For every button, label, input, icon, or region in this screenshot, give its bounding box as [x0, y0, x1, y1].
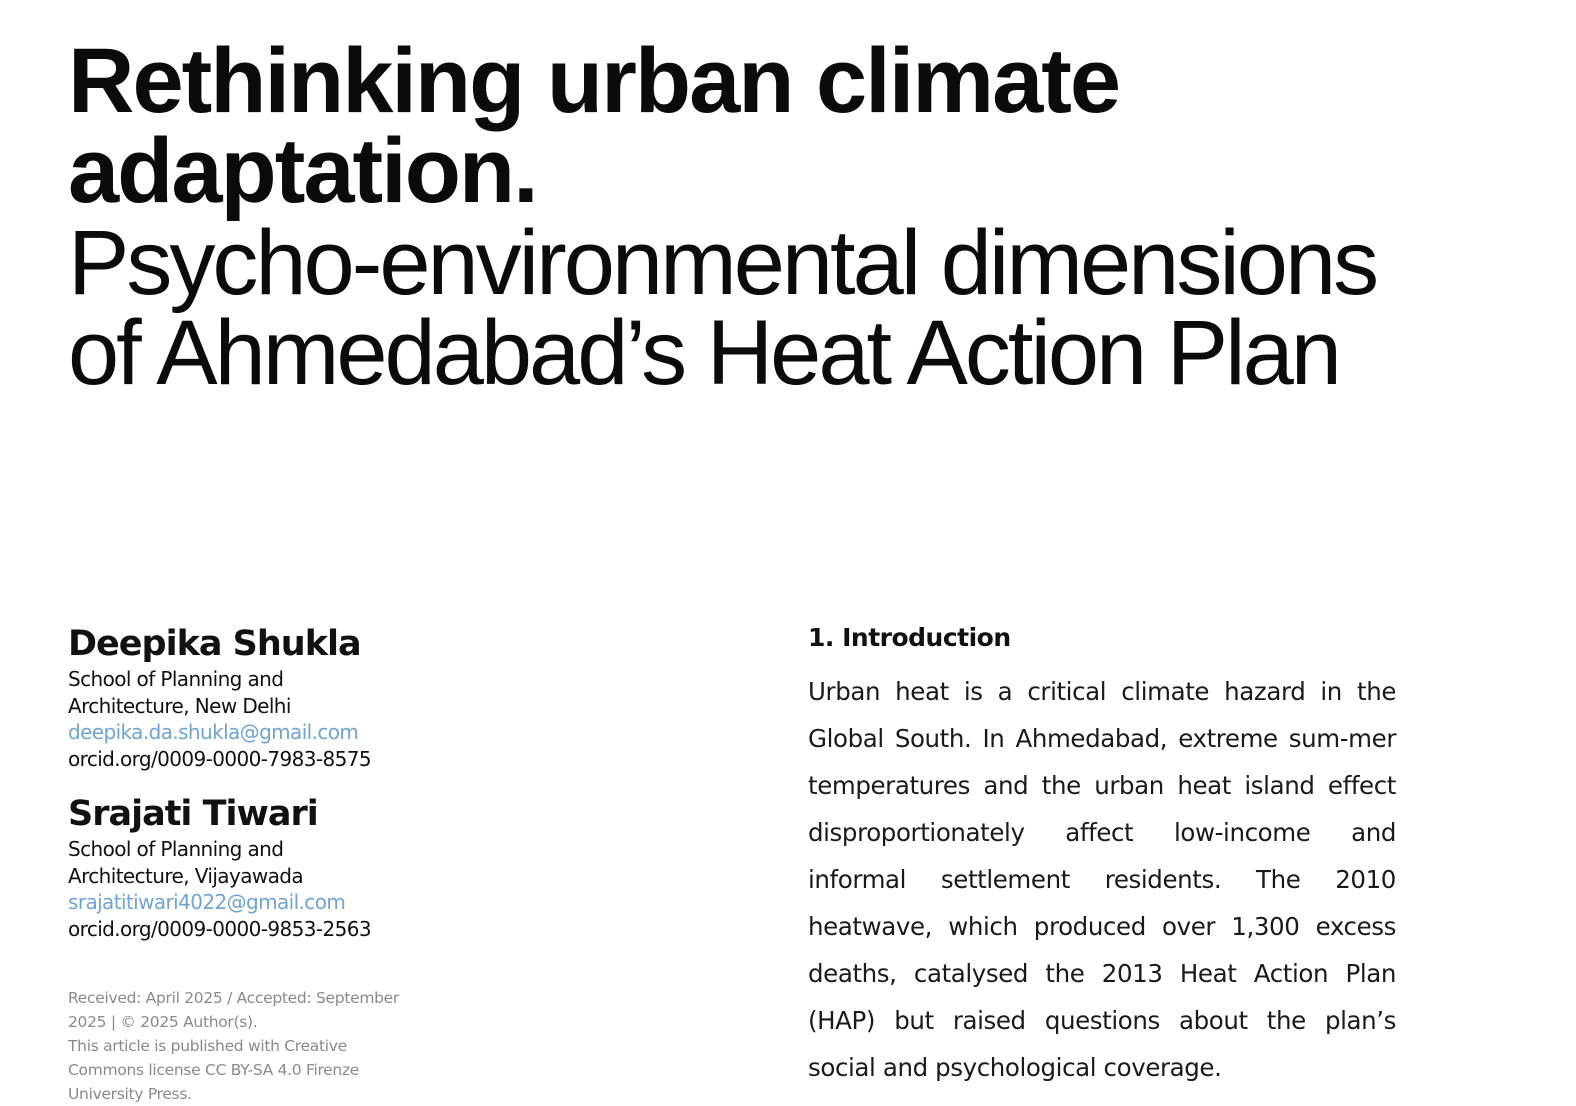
- title-subtitle-line-2: of Ahmedabad’s Heat Action Plan: [68, 302, 1339, 404]
- publication-info-line: University Press.: [68, 1085, 192, 1103]
- author-email-link[interactable]: srajatitiwari4022@gmail.com: [68, 890, 346, 914]
- author-list: [68, 622, 488, 962]
- title-main-line-1: Rethinking urban climate: [68, 30, 1120, 132]
- section-heading: 1. Introduction: [808, 623, 1011, 652]
- author-affiliation-line: Architecture, Vijayawada: [68, 863, 304, 888]
- author-affiliation-line: School of Planning and: [68, 667, 284, 691]
- introduction-section: [808, 620, 1396, 1091]
- author-name: Srajati Tiwari: [68, 794, 318, 834]
- section-paragraph: Urban heat is a critical climate hazard in the Global South. In Ahmedabad, extreme sum-mer temperatures and the urban heat island effect disproportionately affect low-income and informal settlement residents. The 2010 heatwave, which produced over 1,300 excess deaths, catalysed the 2013 Heat Action Plan (HAP) but raised questions about the plan’s social and psychological coverage.: [808, 677, 1396, 1082]
- title-main-line-2: adaptation.: [68, 120, 537, 222]
- publication-info-line: Commons license CC BY-SA 4.0 Firenze: [68, 1061, 360, 1079]
- author-email-link[interactable]: deepika.da.shukla@gmail.com: [68, 720, 359, 744]
- publication-info-line: This article is published with Creative: [68, 1037, 347, 1055]
- article-title: [68, 30, 1548, 404]
- publication-info-line: Received: April 2025 / Accepted: September: [68, 989, 399, 1007]
- author-affiliation-line: School of Planning and: [68, 837, 284, 861]
- author-orcid: orcid.org/0009-0000-7983-8575: [68, 746, 372, 771]
- author-name: Deepika Shukla: [68, 624, 361, 664]
- author-affiliation-line: Architecture, New Delhi: [68, 693, 291, 718]
- author-orcid: orcid.org/0009-0000-9853-2563: [68, 916, 372, 941]
- publication-info: [68, 986, 418, 1106]
- publication-info-line: 2025 | © 2025 Author(s).: [68, 1013, 258, 1031]
- title-subtitle-line-1: Psycho-environmental dimensions: [68, 212, 1377, 314]
- author-block: [68, 792, 488, 942]
- author-block: [68, 622, 488, 772]
